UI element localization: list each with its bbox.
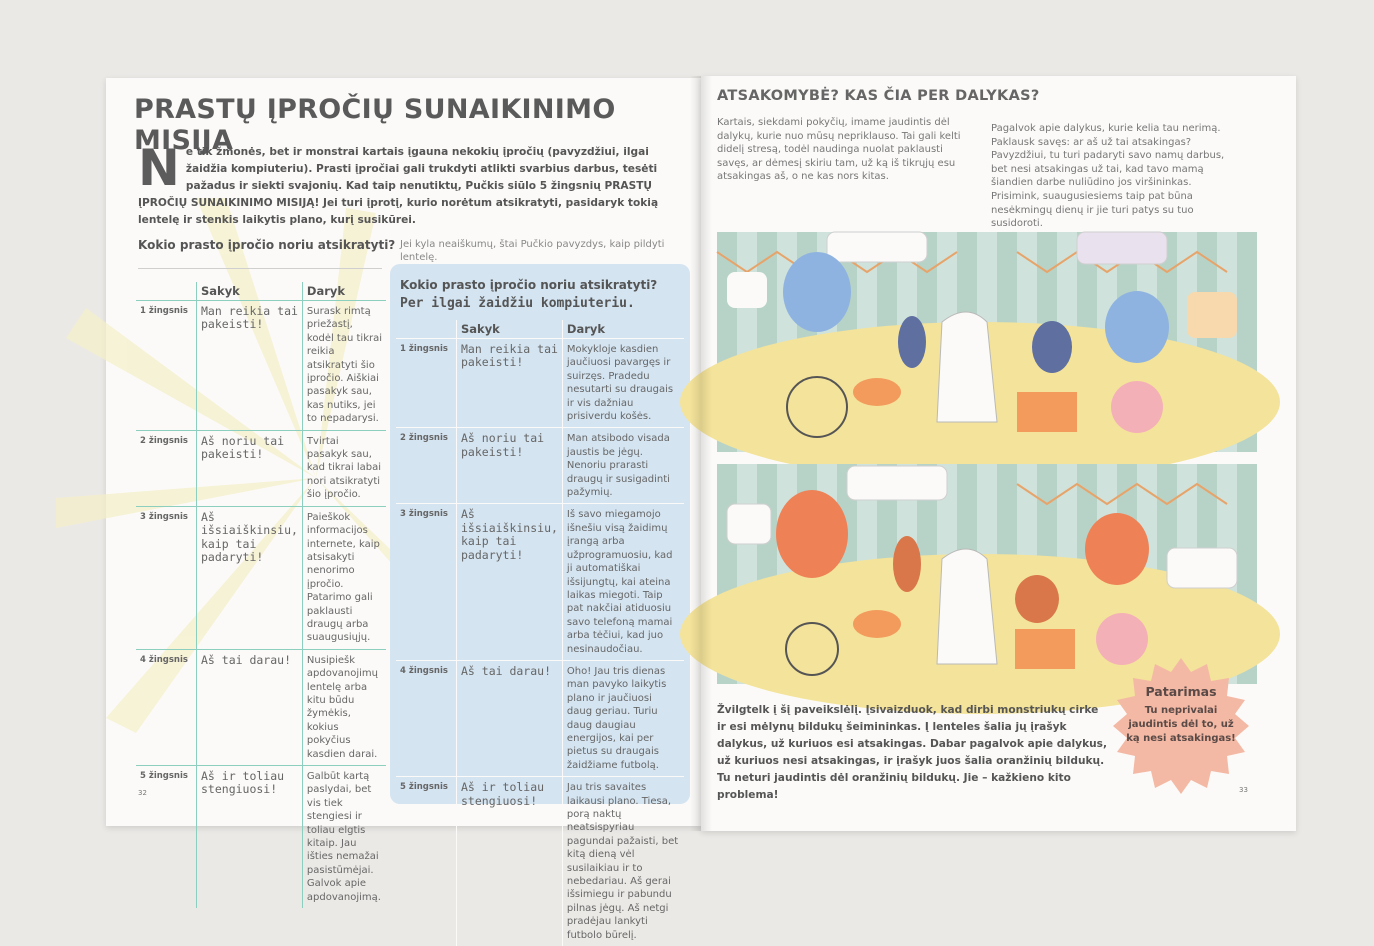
step-label: 1 žingsnis	[396, 339, 457, 428]
table-row	[136, 301, 386, 431]
answer-line	[138, 268, 382, 269]
step-label: 1 žingsnis	[136, 301, 197, 431]
column-header-say: Sakyk	[457, 320, 563, 339]
page-title: ATSAKOMYBĖ? KAS ČIA PER DALYKAS?	[717, 88, 1040, 104]
step-label: 2 žingsnis	[396, 428, 457, 504]
say-cell: Aš tai darau!	[457, 660, 563, 776]
circus-illustration-blue	[717, 232, 1243, 452]
do-cell: Oho! Jau tris dienas man pavyko laikytis plano ir jaučiuosi daug geriau. Turiu daug daugiau energijos, kai per pietus su draugais žaidžiame futbolą.	[562, 660, 684, 776]
table-row	[136, 649, 386, 765]
step-label: 2 žingsnis	[136, 430, 197, 506]
table-row	[396, 428, 684, 504]
step-label: 3 žingsnis	[136, 506, 197, 649]
table-row	[136, 430, 386, 506]
circus-picture-blue	[717, 232, 1243, 452]
tip-text: Tu neprivalai jaudintis dėl to, už ką nesi atsakingas!	[1126, 705, 1236, 744]
column-header-step	[396, 320, 457, 339]
table-row	[396, 504, 684, 660]
left-page	[106, 78, 701, 941]
hint-text: Jei kyla neaiškumų, štai Pučkio pavyzdys, kaip pildyti lentelę.	[400, 239, 665, 263]
intro-paragraph	[138, 139, 668, 229]
do-cell: Mokykloje kasdien jaučiuosi pavargęs ir suirzęs. Pradedu nesutarti su draugais ir vis dažniau prisiverdu košės.	[562, 339, 684, 428]
say-cell: Aš ir toliau stengiuosi!	[457, 777, 563, 946]
do-cell: Jau tris savaites laikausi plano. Tiesa, porą naktų neatsispyriau pagundai pažaisti, bet kitą dieną vėl susilaikiau ir to nebedariau. Aš gerai išsimiegu ir pabundu pilnas jėgų. Aš netgi pradėjau lankyti futbolo būrelį.	[562, 777, 684, 946]
say-cell: Aš ir toliau stengiuosi!	[197, 766, 303, 909]
say-cell: Aš noriu tai pakeisti!	[457, 428, 563, 504]
example-answer: Per ilgai žaidžiu kompiuteriu.	[400, 296, 635, 311]
table-row	[136, 506, 386, 649]
do-cell: Galbūt kartą paslydai, bet vis tiek stengiesi ir toliau elgtis kitaip. Jau išties nemažai pasistūmėjai. Galvok apie apdovanojimą.	[302, 766, 386, 909]
intro-column-2: Pagalvok apie dalykus, kurie kelia tau nerimą. Paklausk savęs: ar aš už tai atsakingas? Pavyzdžiui, tu turi padaryti savo namų darbus, bet nesi atsakingas už tai, kad tavo mamą šiandien darbe nuliūdino jos viršininkas. Prisimink, suaugusiesiems taip pat būna nesėkmingų dienų ir jie turi patys su tuo susidoroti.	[991, 123, 1225, 230]
step-label: 4 žingsnis	[136, 649, 197, 765]
page-number: 32	[138, 789, 147, 797]
example-box	[390, 264, 690, 941]
circus-picture-orange	[717, 464, 1243, 684]
step-label: 5 žingsnis	[396, 777, 457, 946]
do-cell: Paieškok informacijos internete, kaip atsisakyti nenorimo įpročio. Patarimo gali paklausti draugų arba suaugusiųjų.	[302, 506, 386, 649]
step-label: 3 žingsnis	[396, 504, 457, 660]
activity-caption: Žvilgtelk į šį paveikslėlį. Įsivaizduok, kad dirbi monstriukų cirke ir esi mėlynų bildukų šeimininkas. Į lenteles šalia jų įrašyk dalykus, už kuriuos esi atsakingas. Dabar pagalvok apie dalykus, už kuriuos nesi atsakingas, ir įrašyk juos šalia oranžinių bildukų. Tu neturi jaudintis dėl oranžinių bildukų. Jie – kažkieno kito problema!	[717, 704, 1107, 801]
table-row	[396, 660, 684, 776]
do-cell: Iš savo miegamojo išnešiu visą žaidimų įrangą arba užprogramuosiu, kad ji automatiškai išsijungtų, kai ateina laikas miegoti. Taip pat nakčiai atiduosiu savo telefoną mamai arba tėčiui, kad juo nesinaudočiau.	[562, 504, 684, 660]
habit-question: Kokio prasto įpročio noriu atsikratyti?	[138, 238, 396, 252]
step-label: 4 žingsnis	[396, 660, 457, 776]
column-header-say: Sakyk	[197, 282, 303, 301]
do-cell: Man atsibodo visada jaustis be jėgų. Nenoriu prarasti draugų ir susigadinti pažymių.	[562, 428, 684, 504]
right-page	[701, 76, 1296, 831]
page-title: PRASTŲ ĮPROČIŲ SUNAIKINIMO MISIJA	[134, 94, 616, 156]
do-cell: Surask rimtą priežastį, kodėl tau tikrai reikia atsikratyti šio įpročio. Aiškiai pasakyk sau, kas nutiks, jei to nepadarysi.	[302, 301, 386, 431]
say-cell: Man reikia tai pakeisti!	[457, 339, 563, 428]
circus-illustration-orange	[717, 464, 1243, 684]
table-row	[396, 339, 684, 428]
steps-table	[136, 282, 386, 908]
say-cell: Aš noriu tai pakeisti!	[197, 430, 303, 506]
page-number: 33	[1239, 786, 1248, 794]
drop-cap: N	[138, 139, 180, 197]
table-row	[136, 766, 386, 909]
do-cell: Tvirtai pasakyk sau, kad tikrai labai nori atsikratyti šio įpročio.	[302, 430, 386, 506]
say-cell: Aš tai darau!	[197, 649, 303, 765]
example-question: Kokio prasto įpročio noriu atsikratyti?	[400, 278, 658, 292]
column-header-step	[136, 282, 197, 301]
do-cell: Nusipiešk apdovanojimų lentelę arba kitu būdu žymėkis, kokius pokyčius kasdien darai.	[302, 649, 386, 765]
intro-column-1: Kartais, siekdami pokyčių, imame jaudintis dėl dalykų, kurie nuo mūsų nepriklauso. Tai gali kelti didelį stresą, todėl naudinga nuolat paklausti savęs, ar dėmesį skiriu tam, už ką iš tikrųjų esu atsakingas aš, o ne kas nors kitas.	[717, 117, 961, 183]
intro-text: e tik žmonės, bet ir monstrai kartais įgauna nekokių įpročių (pavyzdžiui, ilgai žaidžia kompiuteriu). Prasti įpročiai gali trukdyti atlikti svarbius darbus, tesėti pažadus ir siekti svajonių. Kad taip nenutiktų, Pučkis siūlo 5 žingsnių PRASTŲ ĮPROČIŲ SUNAIKINIMO MISIJĄ! Jei turi įprotį, kurio norėtum atsikratyti, pasidaryk tokią lentelę ir stenkis laikytis plano, kurį susikūrei.	[138, 146, 659, 226]
tip-title: Patarimas	[1145, 684, 1217, 699]
tip-badge	[1111, 656, 1251, 796]
example-steps-table	[396, 320, 684, 946]
step-label: 5 žingsnis	[136, 766, 197, 909]
say-cell: Man reikia tai pakeisti!	[197, 301, 303, 431]
say-cell: Aš išsiaiškinsiu, kaip tai padaryti!	[457, 504, 563, 660]
column-header-do: Daryk	[562, 320, 684, 339]
say-cell: Aš išsiaiškinsiu, kaip tai padaryti!	[197, 506, 303, 649]
column-header-do: Daryk	[302, 282, 386, 301]
table-row	[396, 777, 684, 946]
